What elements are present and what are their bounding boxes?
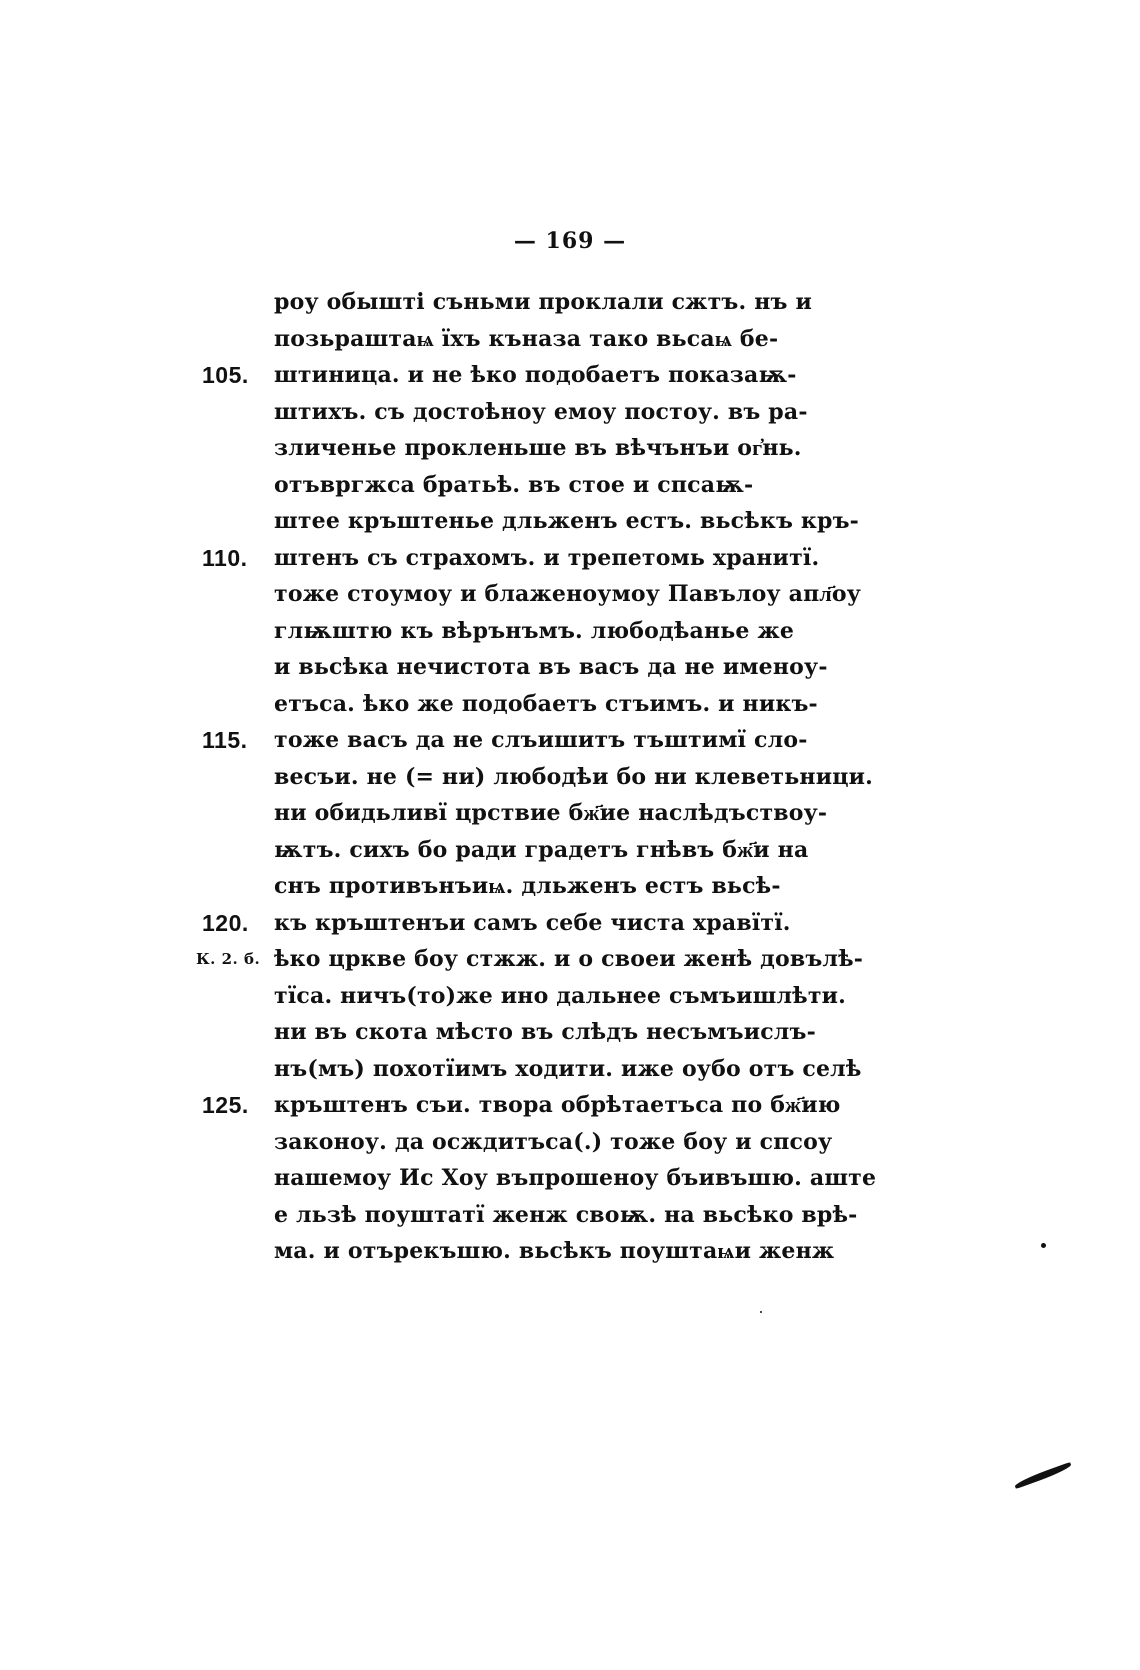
- line-text: ѣко цркве боу стжж. и о своеи женѣ довълѣ-: [274, 946, 864, 972]
- text-line: [196, 357, 896, 394]
- text-line: [196, 941, 896, 978]
- text-line: [196, 1233, 896, 1270]
- line-number: К. 2. б.: [196, 950, 261, 968]
- text-line: [196, 613, 896, 650]
- text-line: [196, 832, 896, 869]
- text-line: [196, 686, 896, 723]
- line-text: кръштенъ съи. твора обрѣтаетъса по бж҃ию: [274, 1092, 841, 1118]
- text-line: [196, 868, 896, 905]
- line-text: отъвргжса братьѣ. въ стое и спсаѭ-: [274, 471, 754, 498]
- line-number: 115.: [202, 727, 248, 753]
- text-line: [196, 321, 896, 358]
- text-line: [196, 540, 896, 577]
- line-text: зличенье прокленьше въ вѣчънъи ог҆нь.: [274, 435, 802, 461]
- text-line: [196, 1014, 896, 1051]
- scan-smudge: [1014, 1462, 1073, 1489]
- line-text: и вьсѣка нечистота въ васъ да не именоу-: [274, 654, 828, 680]
- text-line: [196, 1197, 896, 1234]
- text-block: [196, 284, 896, 1270]
- line-text: етъса. ѣко же подобаетъ стъимъ. и никъ-: [274, 690, 818, 717]
- line-text: нъ(мъ) похотїимъ ходити. иже оубо отъ селѣ: [274, 1055, 862, 1082]
- text-line: [196, 649, 896, 686]
- text-line: [196, 795, 896, 832]
- line-text: нашемоу Ис Хоу въпрошеноу бъивъшю. аште: [274, 1165, 877, 1191]
- line-text: глѭштю къ вѣрънъмъ. любодѣанье же: [274, 617, 795, 644]
- text-line: [196, 978, 896, 1015]
- text-line: [196, 905, 896, 942]
- text-line: [196, 576, 896, 613]
- text-line: [196, 467, 896, 504]
- text-line: [196, 1051, 896, 1088]
- text-line: [196, 1160, 896, 1197]
- line-text: позьраштаѩ їхъ къназа тако вьсаѩ бе-: [274, 325, 779, 352]
- line-text: ѭтъ. сихъ бо ради градетъ гнѣвъ бж҃и на: [274, 836, 809, 863]
- line-text: ни въ скота мѣсто въ слѣдъ несъмъислъ-: [274, 1019, 816, 1045]
- text-line: [196, 759, 896, 796]
- line-number: 110.: [202, 544, 248, 571]
- line-text: штихъ. съ достоѣноу емоу постоу. въ ра-: [274, 398, 808, 425]
- line-text: весъи. не (= ни) любодѣи бо ни клеветьници.: [274, 763, 874, 790]
- line-text: штенъ съ страхомъ. и трепетомь хранитї.: [274, 544, 820, 571]
- line-text: къ кръштенъи самъ себе чиста хравїтї.: [274, 909, 791, 936]
- text-line: [196, 394, 896, 431]
- line-text: ни обидьливї црствие бж҃ие наслѣдъствоу-: [274, 800, 828, 826]
- line-number: 105.: [202, 362, 249, 388]
- text-line: [196, 284, 896, 321]
- text-line: [196, 1087, 896, 1124]
- page-number: — 169 —: [513, 228, 627, 254]
- line-text: снъ противънъиѩ. дльженъ естъ вьсѣ-: [274, 873, 781, 899]
- scan-speck: [1041, 1243, 1046, 1248]
- text-line: [196, 430, 896, 467]
- line-text: штее кръштенье дльженъ естъ. вьсѣкъ кръ-: [274, 508, 859, 534]
- line-text: тїса. ничъ(то)же ино дальнее съмъишлѣти.: [274, 982, 847, 1009]
- line-text: законоу. да осждитъса(.) тоже боу и спсоу: [274, 1128, 833, 1155]
- line-text: ма. и отърекъшю. вьсѣкъ поуштаѩи женж: [274, 1238, 835, 1264]
- text-line: [196, 503, 896, 540]
- line-text: е льзѣ поуштатї женж своѭ. на вьсѣко врѣ-: [274, 1201, 858, 1228]
- text-line: [196, 1124, 896, 1161]
- line-text: тоже васъ да не слъишитъ тъштимї сло-: [274, 727, 808, 753]
- line-number: 125.: [202, 1092, 249, 1118]
- text-line: [196, 722, 896, 759]
- line-text: роу обышті съньми проклали сжтъ. нъ и: [274, 289, 812, 315]
- line-number: 120.: [202, 909, 249, 936]
- line-text: тоже стоумоу и блаженоумоу Павълоу апл҃оу: [274, 581, 862, 607]
- scan-speck: [760, 1311, 762, 1313]
- line-text: штиница. и не ѣко подобаетъ показаѭ-: [274, 362, 797, 388]
